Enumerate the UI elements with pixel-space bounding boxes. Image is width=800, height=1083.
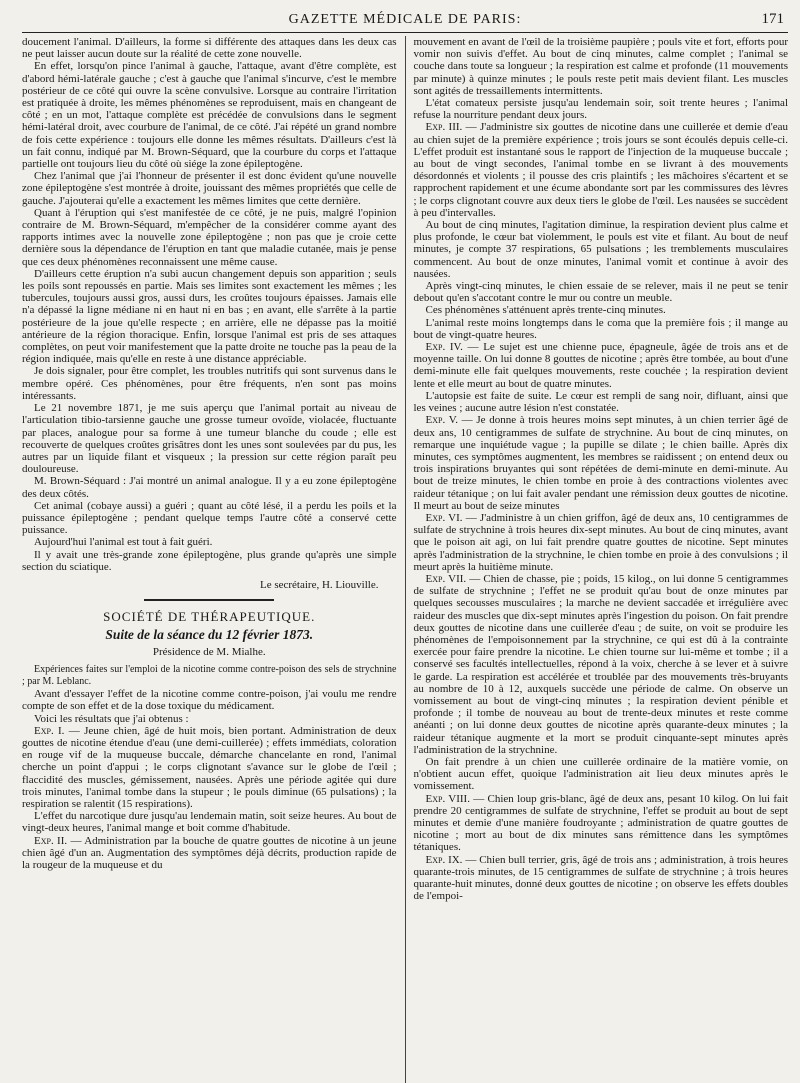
experiment-label: Exp. III.	[425, 121, 463, 134]
paragraph: Voici les résultats que j'ai obtenus :	[34, 712, 189, 725]
experiment-paragraph	[414, 341, 789, 390]
paragraph: L'effet du narcotique dure jusqu'au lendemain matin, soit seize heures. Au bout de vingt-deux heures, l'animal mange et boit comme d'habitude.	[22, 810, 397, 835]
paragraph: Chez l'animal que j'ai l'honneur de présenter il est donc évident qu'une nouvelle zone épileptogène s'est montrée à droite, jouissant des mêmes propriétés que celle de gauche. J'ajouterai qu'elle a exactement les mêmes limites que cette dernière.	[22, 170, 397, 207]
experiment-text: — Jeune chien, âgé de huit mois, bien portant. Administration de deux gouttes de nicotine étendue d'eau (une demi-cuillerée) ; effets immédiats, coloration en rouge vif de la muqueuse buccale, démarche chancelante en rond, l'animal cherche un point d'appui ; le corps clignotant s'avance sur le globe de l'œil ; flaccidité des muscles, gémissement, nausées. Après une période agitée qui dure trois minutes, l'animal tombe dans la stupeur ; le pouls diminue (65 pulsations) ; la respiration se ralentit (15 respirations).	[22, 724, 397, 810]
paragraph: L'autopsie est faite de suite. Le cœur est rempli de sang noir, difluant, ainsi que les veines ; aucune autre lésion n'est constatée.	[413, 389, 788, 415]
section-divider	[144, 599, 274, 601]
paragraph: M. Brown-Séquard : J'ai montré un animal analogue. Il y a eu zone épileptogène des deux côtés.	[22, 475, 397, 500]
experiment-label: Exp. VII.	[425, 572, 467, 585]
right-column	[405, 36, 789, 1083]
experiment-text: — Le sujet est une chienne puce, épagneule, âgée de trois ans et de moyenne taille. On lui donne 8 gouttes de nicotine ; après être tombée, au bout d'une demi-minute elle fait quelques mouvements, reste couchée ; la respiration devient lente et elle meurt au bout de quatre minutes.	[413, 341, 788, 390]
left-column	[22, 36, 405, 1083]
page-number: 171	[761, 11, 784, 27]
paragraph: Avant d'essayer l'effet de la nicotine comme contre-poison, j'ai voulu me rendre compte de son effet et de la dose toxique du médicament.	[22, 688, 397, 713]
experiment-label: Exp. V.	[425, 414, 458, 427]
experiment-paragraph	[414, 573, 789, 756]
experiment-followup	[22, 810, 397, 834]
paragraph: Ces phénomènes s'atténuent après trente-cinq minutes.	[425, 304, 666, 317]
paragraph: L'état comateux persiste jusqu'au lendemain soir, soit trente heures ; l'animal refuse la nourriture pendant deux jours.	[413, 97, 788, 122]
journal-title: GAZETTE MÉDICALE DE PARIS:	[288, 12, 522, 27]
paragraph: Je dois signaler, pour être complet, les troubles nutritifs qui sont survenus dans le membre opéré. Ces phénomènes, pour être fréquents, n'en sont pas moins intéressants.	[22, 365, 397, 402]
experiment-label: Exp. II.	[34, 834, 68, 847]
seance-heading: Suite de la séance du 12 février 1873.	[105, 627, 314, 643]
paragraph: L'animal reste moins longtemps dans le coma que la première fois ; il mange au bout de vingt-quatre heures.	[413, 316, 788, 341]
experiments-list	[414, 121, 789, 902]
paragraph: En effet, lorsqu'on pince l'animal à gauche, l'attaque, avant d'être complète, est d'abord hémi-latérale gauche ; c'est à gauche que l'animal s'incurve, c'est le membre postérieur de ce côté qui ouvre la scène convulsive. Lorsque au contraire l'irritation est pratiquée à droite, les mêmes phénomènes se reproduisent, mais en changeant de côté ; en un mot, l'attaque complète est précédée de convulsions dans le segment hémi-latéral droit, avec courbure de l'animal, de ce côté. J'ai répété un grand nombre de fois cette expérience : toujours elle donne les mêmes résultats. D'ailleurs c'est là un fait connu, indiqué par M. Brown-Séquard, que la courbure du corps et l'attaque partielle ont toujours lieu du côté où siége la zone épileptogène.	[22, 60, 397, 171]
experiment-paragraph	[22, 835, 397, 872]
experiment-label: Exp. I.	[34, 724, 65, 737]
experiment-label: Exp. IX.	[425, 853, 463, 866]
experiment-label: Exp. VIII.	[425, 792, 470, 805]
experiment-text: — Je donne à trois heures moins sept minutes, à un chien terrier âgé de deux ans, 10 centigrammes de sulfate de strychnine. Au bout de cinq minutes, on remarque une inquiétude vague ; la pupille se dilate ; le chien baille. Après dix minutes, ces symptômes augmentent, les membres se raidissent ; on entend deux ou trois inspirations bruyantes qui sont répétées de demi-minute en demi-minute. Au bout de treize minutes, le chien tombe en proie à des contractions violentes avec raideur tétanique ; on lui fait avaler pendant une rémission deux gouttes de nicotine. Il meurt au bout de seize minutes	[413, 414, 788, 512]
paragraph: Il y avait une très-grande zone épileptogène, plus grande qu'après une simple section du sciatique.	[22, 548, 397, 573]
experiment-paragraph	[22, 725, 397, 810]
experiment-text: — Chien loup gris-blanc, âgé de deux ans, pesant 10 kilog. On lui fait prendre 20 centigrammes de sulfate de strychnine, l'effet se produit au bout de sept minutes et demie d'une manière foudroyante ; administration de quatre gouttes de nicotine ; mort au bout de dix minutes sans rémittence dans les symptômes tétaniques.	[413, 792, 788, 854]
experiment-text: — J'administre six gouttes de nicotine dans une cuillerée et demie d'eau au chien sujet de la première expérience ; trois jours se sont écoulés depuis celle-ci. L'effet produit est instantané sous le rapport de l'injection de la muqueuse buccale ; au bout de vingt secondes, l'animal tombe en se livrant à des mouvements désordonnés et violents ; il pousse des cris plaintifs ; les mâchoires s'écartent et se rapprochent rapidement et une écume abondante sort par les commissures des lèvres ; le corps clignotant couvre aux deux tiers le globe de l'œil. Les nausées se succèdent à peu d'intervalles.	[413, 121, 788, 219]
experiment-paragraph	[414, 414, 789, 512]
paragraph: Le 21 novembre 1871, je me suis aperçu que l'animal portait au niveau de l'articulation tibio-tarsienne gauche une grosse tumeur ovoïde, violacée, fluctuante par places, analogue pour sa forme à une tumeur blanche du coude ; elle est recouverte de quelques croûtes grisâtres dont les unes sont soulevées par du pus, les autres par un liquide filant et visqueux ; la pression sur cette région paraît peu douloureuse.	[22, 402, 397, 476]
paragraph: On fait prendre à un chien une cuillerée ordinaire de la matière vomie, on n'obtient aucun effet, quoique l'administration ait lieu deux minutes après le vomissement.	[413, 755, 788, 793]
paragraph: Cet animal (cobaye aussi) a guéri ; quant au côté lésé, il a perdu les poils et la puissance épileptogène ; pendant quelque temps l'autre côté a conservé cette puissance.	[22, 499, 397, 537]
text-columns	[22, 36, 788, 1083]
page-header	[22, 10, 788, 33]
presidence-line: Présidence de M. Mialhe.	[152, 645, 266, 658]
experiment-label: Exp. IV.	[425, 341, 463, 354]
experiment-paragraph	[414, 793, 789, 854]
secretary-signature: Le secrétaire, H. Liouville.	[259, 578, 379, 591]
paragraph: Après vingt-cinq minutes, le chien essaie de se relever, mais il ne peut se tenir debout qu'en s'accotant contre le mur ou contre un meuble.	[413, 280, 788, 305]
paragraph: Au bout de cinq minutes, l'agitation diminue, la respiration devient plus calme et plus profonde, le cœur bat violemment, le pouls est vite et filant. Au bout de neuf minutes, je compte 37 respirations, 65 pulsations ; les tremblements musculaires commencent. Au bout de onze minutes, l'animal vomit et continue à avoir des nausées.	[413, 219, 788, 280]
article-subtitle: Expériences faites sur l'emploi de la nicotine comme contre-poison des sels de strychnine ; par M. Leblanc.	[22, 663, 397, 687]
experiment-paragraph	[414, 121, 789, 219]
left-paragraphs	[22, 36, 397, 573]
section-title: SOCIÉTÉ DE THÉRAPEUTIQUE.	[103, 609, 316, 625]
paragraph: mouvement en avant de l'œil de la troisième paupière ; pouls vite et fort, efforts pour vomir non suivis d'effet. Au bout de cinq minutes, calme complet ; l'animal se couche dans toute sa longueur ; la respiration est calme et profonde (11 mouvements par minute) à quinze minutes ; le pouls reste petit mais devient filant. Les muscles sont agités de tressaillements intermittents.	[413, 36, 788, 97]
right-paragraphs	[414, 36, 789, 121]
experiment-text: — Chien de chasse, pie ; poids, 15 kilog., on lui donne 5 centigrammes de sulfate de strychnine ; l'effet ne se produit qu'au bout de onze minutes par quelques secousses musculaires ; la marche ne devient saccadée et irrégulière avec raideur des muscles que dix-sept minutes après l'ingestion du poison. On fait prendre deux gouttes de nicotine dans une cuillerée d'eau ; de suite, on voit se produire les phénomènes de l'empoisonnement par la strychnine, ce qui est dû à la contrainte exercée pour faire prendre la nicotine. Le chien tourne sur lui-même et tombe ; il a conservé ses facultés intellectuelles, répond à la voix, cherche à se lever et à suivre le garde. La respiration est accélérée et troublée par des mouvements très-bruyants au nombre de 10 à 12, auxquels succède une période de calme. On observe un vomissement au bout de vingt-cinq minutes ; la respiration devient pénible et profonde ; il tombe de nouveau au bout de trente-deux minutes et reste comme anéanti ; on lui donne deux gouttes de nicotine après quarante-deux minutes ; la raideur tétanique augmente et la mort se produit cinquante-sept minutes après l'administration de la strychnine.	[413, 572, 788, 756]
experiment-text: — Chien bull terrier, gris, âgé de trois ans ; administration, à trois heures quarante-trois minutes, de 15 centigrammes de sulfate de strychnine ; à trois heures quarante-huit minutes, donné deux gouttes de nicotine ; on observe les effets doubles de l'empoi-	[413, 853, 788, 903]
paragraph: Quant à l'éruption qui s'est manifestée de ce côté, je ne puis, malgré l'opinion contraire de M. Brown-Séquard, m'empêcher de la considérer comme ayant des rapports intimes avec la nouvelle zone épileptogène ; non pas que je croie cette dernière sous la dépendance de l'éruption en tant que maladie cutanée, mais je pense que ces deux phénomènes reconnaissent une même cause.	[22, 206, 397, 268]
paragraph: doucement l'animal. D'ailleurs, la forme si différente des attaques dans les deux cas ne peut laisser aucun doute sur la réalité de cette zone nouvelle.	[22, 36, 397, 61]
experiment-label: Exp. VI.	[425, 511, 463, 524]
intro-paragraphs	[22, 688, 397, 725]
experiment-text: — J'administre à un chien griffon, âgé de deux ans, 10 centigrammes de sulfate de strychnine à trois heures dix-sept minutes. Au bout de cinq minutes, avant que le poison ait agi, on lui fait prendre quatre gouttes de nicotine. Sept minutes après l'administration de la strychnine, le chien tombe en proie à des convulsions ; il meurt après la huitième minute.	[413, 511, 788, 573]
experiment-text: — Administration par la bouche de quatre gouttes de nicotine à un jeune chien âgé d'un an. Augmentation des symptômes déjà décrits, production rapide de la rougeur de la muqueuse et du	[22, 834, 397, 871]
paragraph: D'ailleurs cette éruption n'a subi aucun changement depuis son apparition ; seuls les poils sont repoussés en partie. Mais ses limites sont exactement les mêmes ; les tubercules, toujours aussi gros, aussi durs, les croûtes toujours épaisses. Jamais elle n'a dépassé la ligne médiane ni en haut ni en bas ; en avant, elle s'arrête à la partie postérieure de la joue qu'elle respecte ; en arrière, elle ne dépasse pas la moitié antérieure de la région thoracique. Enfin, lorsque l'animal est pris de ses attaques complètes, on peut voir manifestement que la patte droite ne touche pas la peau de la région indiquée, mais qu'elle en reste à une distance appréciable.	[22, 267, 397, 366]
paragraph: Aujourd'hui l'animal est tout à fait guéri.	[34, 536, 213, 549]
experiment-paragraph	[414, 512, 789, 573]
experiment-paragraph	[414, 854, 789, 903]
